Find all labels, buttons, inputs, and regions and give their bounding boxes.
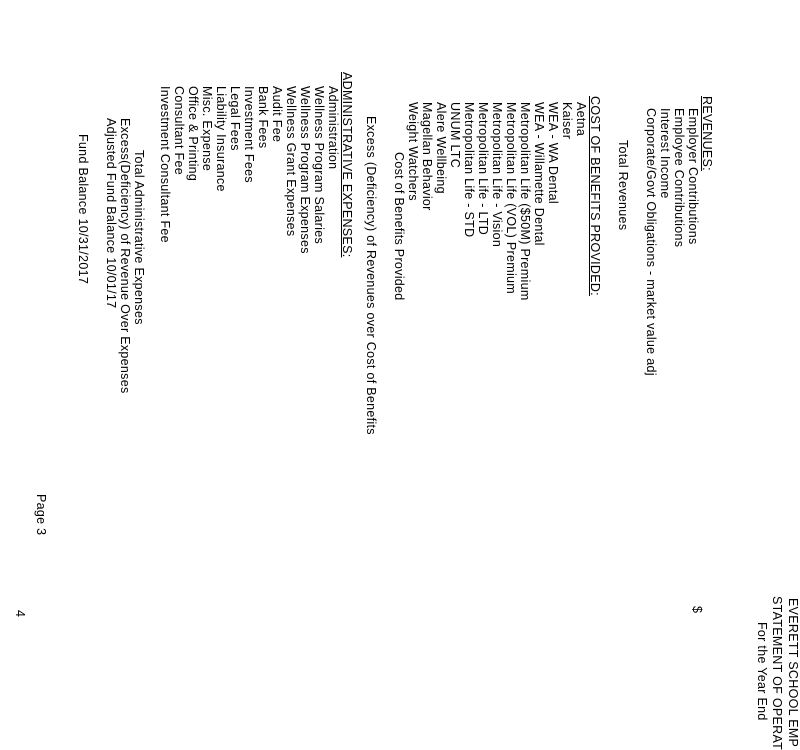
admin-expense-item: Investment Fees (242, 86, 256, 183)
benefit-item: Aetna (574, 102, 588, 137)
header-line-1: EVERETT SCHOOL EMP (786, 598, 800, 748)
admin-expense-item: Wellness Program Expenses (298, 86, 312, 254)
admin-expense-item: Investment Consultant Fee (158, 86, 172, 243)
benefit-item: Alere Wellbeing (434, 102, 448, 194)
total-admin-expenses: Total Administrative Expenses (132, 150, 146, 325)
adjusted-fund-balance: Adjusted Fund Balance 10/01/17 (104, 118, 118, 309)
revenue-item: Employee Contributions (672, 108, 686, 248)
total-revenues: Total Revenues (616, 140, 630, 231)
header-line-2: STATEMENT OF OPERAT (770, 596, 784, 750)
benefit-item: Metropolitan Life - Vision (490, 102, 504, 248)
admin-expense-item: Liability Insurance (214, 86, 228, 192)
benefit-item: Metropolitan Life ($50M) Premium (518, 102, 532, 301)
cost-of-benefits-heading: COST OF BENEFITS PROVIDED: (588, 96, 602, 296)
benefit-item: Weight Watchers (406, 102, 420, 201)
admin-expense-item: Misc. Expense (200, 86, 214, 172)
benefit-item: WEA - WA Dental (546, 102, 560, 204)
admin-expense-item: Audit Fee (270, 86, 284, 143)
benefit-item: Metropolitan Life - STD (462, 102, 476, 238)
admin-expense-item: Wellness Program Salaries (312, 86, 326, 245)
admin-expense-item: Office & Printing (186, 86, 200, 182)
fund-balance: Fund Balance 10/31/2017 (76, 134, 90, 285)
admin-expense-item: Consultant Fee (172, 86, 186, 175)
admin-expense-item: Administration (326, 86, 340, 170)
header-line-3: For the Year End (755, 622, 769, 721)
excess-over-cost-of-benefits: Excess (Deficiency) of Revenues over Cost of Benefits (364, 116, 378, 435)
footer-mark: 4 (13, 610, 27, 618)
admin-expense-item: Bank Fees (256, 86, 270, 149)
admin-expense-item: Wellness Grant Expenses (284, 86, 298, 237)
benefit-item: Magellan Behavior (420, 102, 434, 211)
admin-expense-item: Legal Fees (228, 86, 242, 151)
excess-revenue-over-expenses: Excess(Deficiency) of Revenue Over Expenses (118, 118, 132, 394)
benefit-item: Metropolitan Life (VOL) Premium (504, 102, 518, 295)
benefit-item: Kaiser (560, 102, 574, 140)
admin-expenses-heading: ADMINISTRATIVE EXPENSES: (340, 72, 354, 258)
revenues-heading: REVENUES: (700, 96, 714, 171)
benefit-item: WEA - Willamette Dental (532, 102, 546, 246)
cost-of-benefits-total: Cost of Benefits Provided (392, 152, 406, 301)
revenue-item: Interest Income (658, 108, 672, 199)
currency-symbol: $ (690, 606, 704, 614)
benefit-item: UNUM LTC (448, 102, 462, 169)
revenue-item: Employer Contributions (686, 108, 700, 245)
revenue-item: Corporate/Govt Obligations - market value adj (644, 108, 658, 376)
benefit-item: Metropolitan Life - LTD (476, 102, 490, 236)
page-number: Page 3 (34, 494, 48, 536)
